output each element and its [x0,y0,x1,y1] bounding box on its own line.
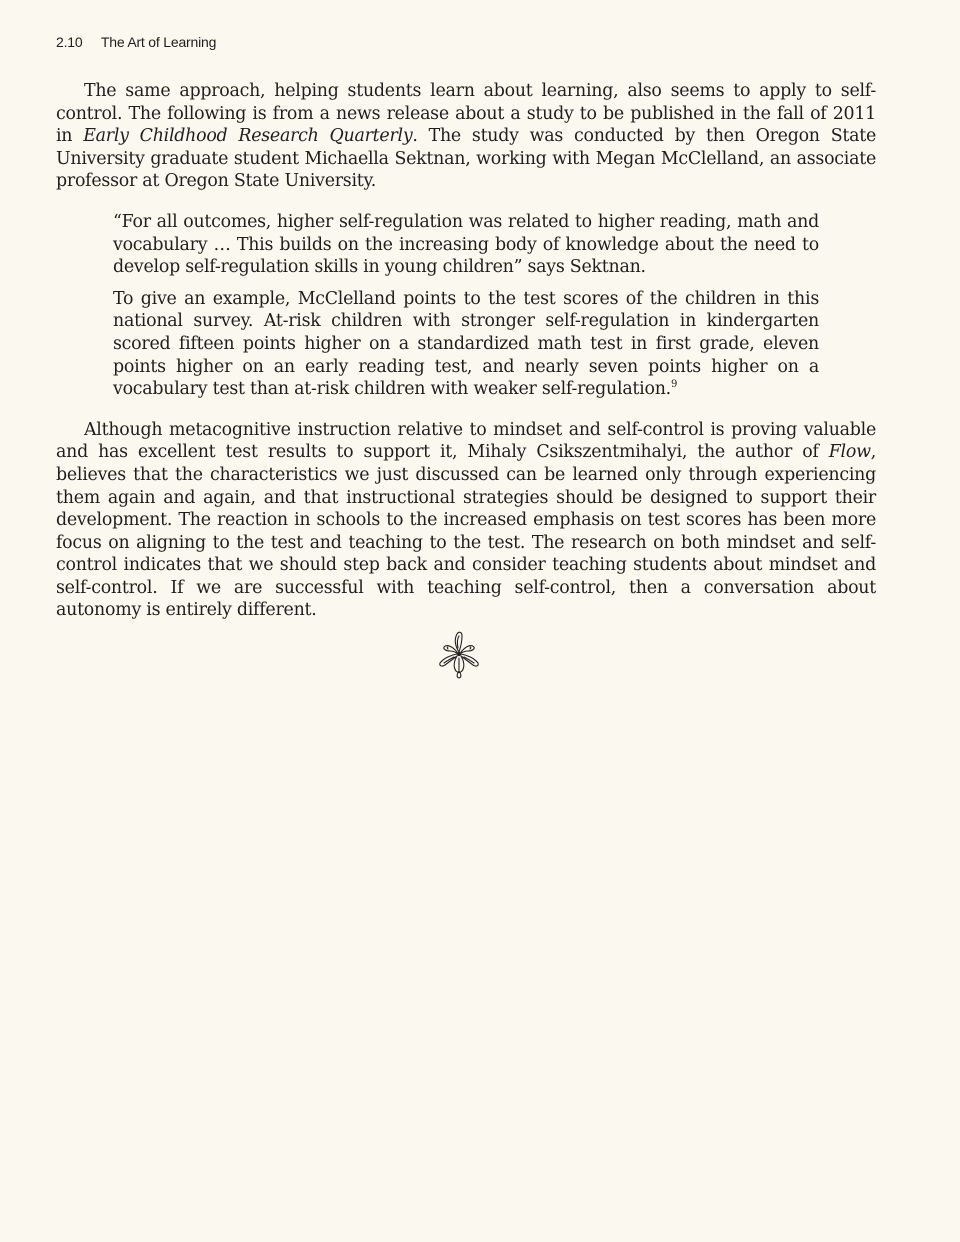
running-head [56,34,216,50]
paragraph-conclusion-text-b: , believes that the characteristics we just discussed can be learned only through experiencing them again and again, and that instructional strategies should be designed to support their development. The reaction in schools to the increased emphasis on test scores has been more focus on aligning to the test and teaching to the test. The research on both mindset and self-control indicates that we should step back and consider teaching students about mindset and self-control. If we are successful with teaching self-control, then a conversation about autonomy is entirely different. [56,442,876,621]
quote-paragraph-2 [113,288,819,401]
page-number: 2.10 [56,34,83,50]
paragraph-conclusion [56,419,876,622]
book-title: The Art of Learning [100,34,217,50]
footnote-marker: 9 [670,379,678,391]
book-title-flow: Flow [828,442,871,463]
quote-paragraph-1: “For all outcomes, higher self-regulation was related to higher reading, math and vocabulary … This builds on the increasing body of knowledge about the need to develop self-regulation skills in young children” says Sektnan. [113,211,819,278]
body-text [56,80,876,622]
iris-flower-icon [436,630,482,680]
journal-title: Early Childhood Research Quarterly [83,126,413,147]
quote-paragraph-2-text: To give an example, McClelland points to the test scores of the children in this national survey. At-risk children with stronger self-regulation in kindergarten scored fifteen points higher on a standardized math test in first grade, eleven points higher on an early reading test, and nearly seven points higher on a vocabulary test than at-risk children with weaker self-regulation. [113,288,819,400]
paragraph-intro [56,80,876,193]
paragraph-conclusion-text-a: Although metacognitive instruction relative to mindset and self-control is proving valuable and has excellent test results to support it, Mihaly Csikszentmihalyi, the author of [56,419,876,463]
blockquote [113,211,819,401]
paragraph-intro-text-b: . The study was conducted by then Oregon State University graduate student Michaella Sektnan, working with Megan McClelland, an associate professor at Oregon State University. [56,126,876,192]
paragraph-intro-text-a: The same approach, helping students learn about learning, also seems to apply to self-control. The following is from a news release about a study to be published in the fall of 2011 in [56,81,876,147]
